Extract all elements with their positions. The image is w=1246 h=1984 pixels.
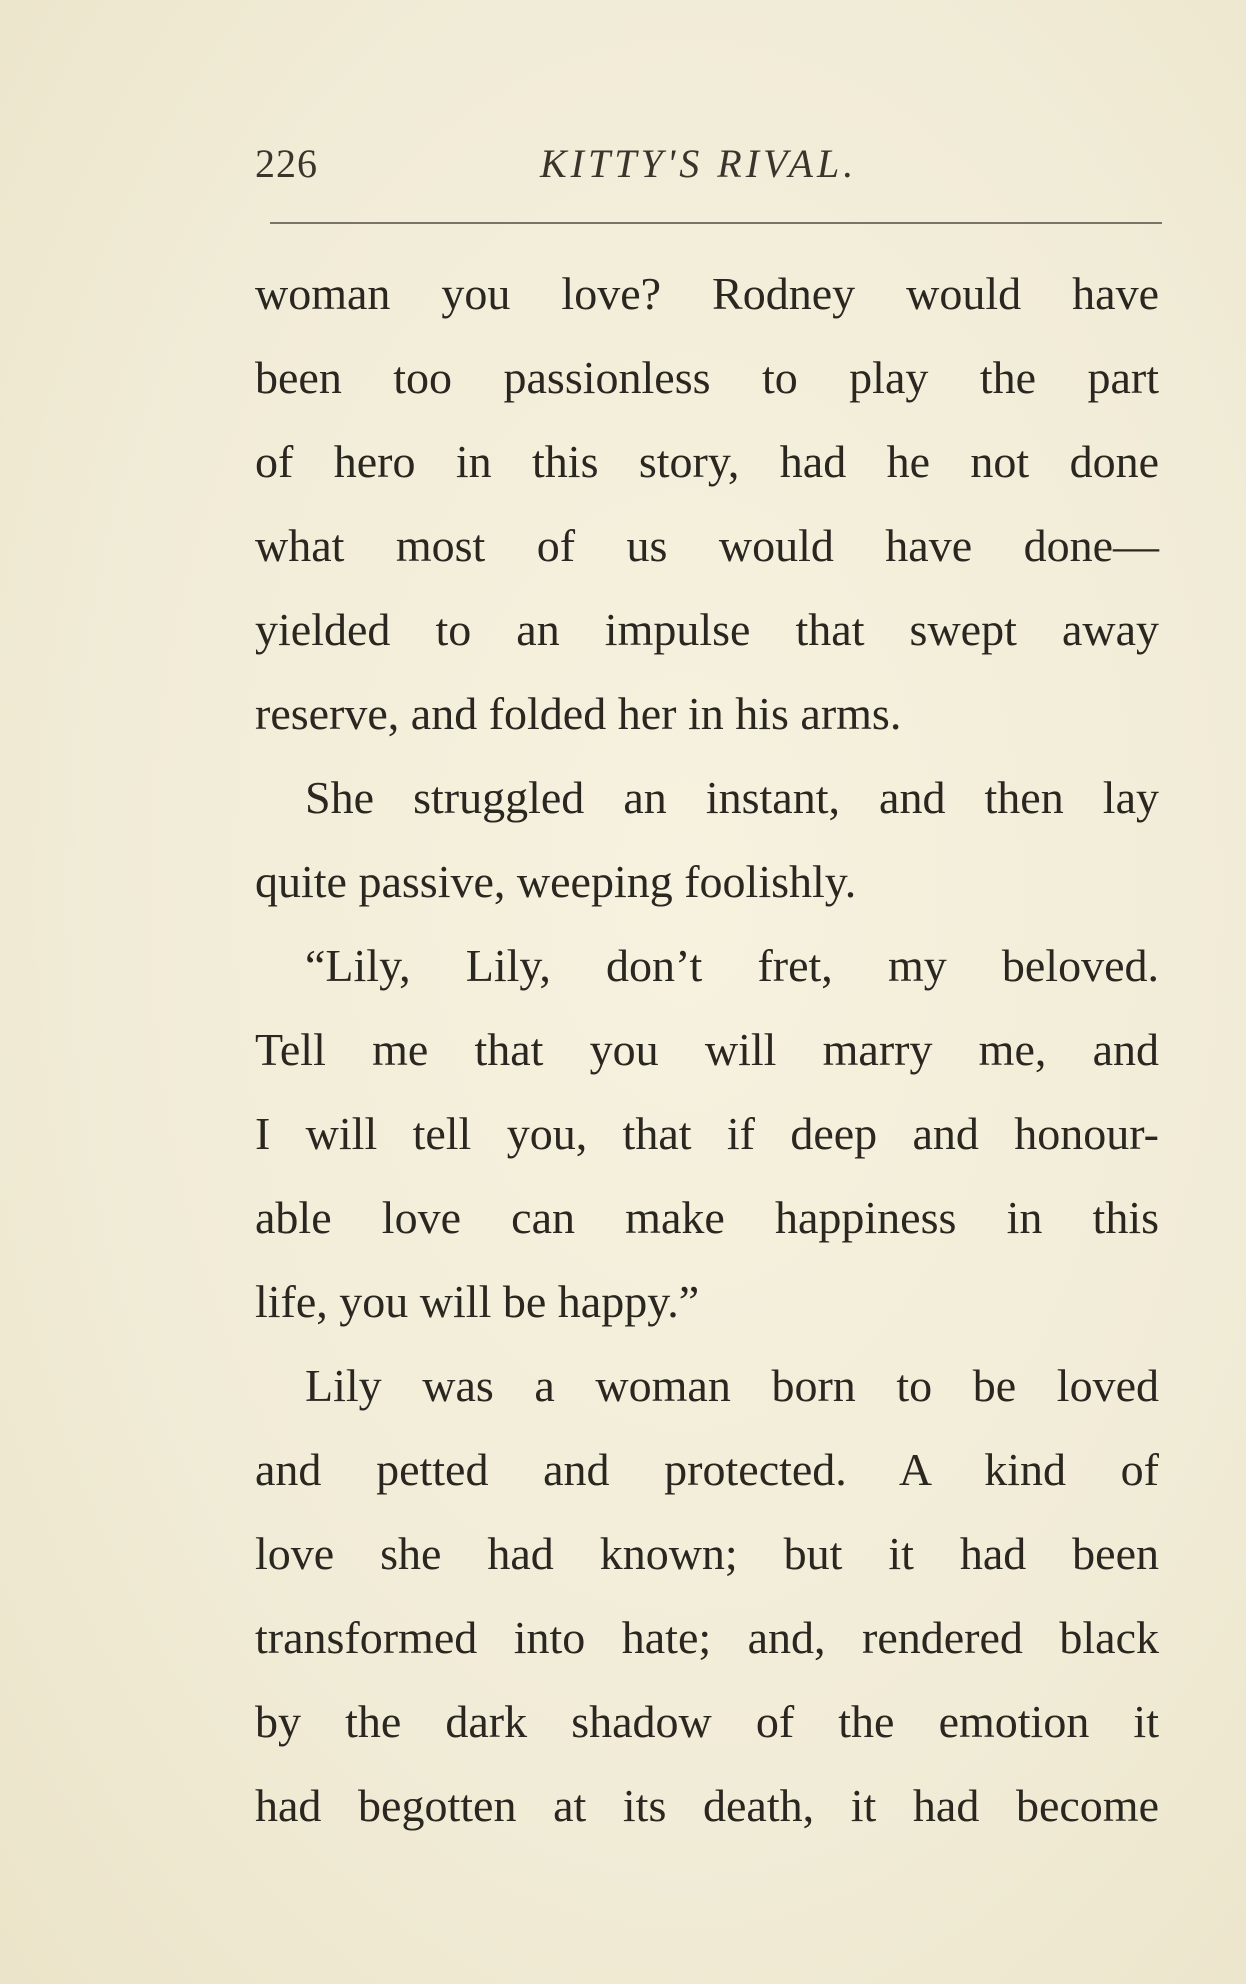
text-line: yielded to an impulse that swept away [255,604,1159,655]
text-line: She struggled an instant, and then lay [305,772,1159,823]
text-line: been too passionless to play the part [255,352,1159,403]
text-line: I will tell you, that if deep and honour- [255,1108,1159,1159]
text-line: love she had known; but it had been [255,1528,1159,1579]
header-rule [270,222,1162,224]
text-line: “Lily, Lily, don’t fret, my beloved. [305,940,1159,991]
text-line: Lily was a woman born to be loved [305,1360,1159,1411]
page-number: 226 [255,141,318,186]
text-line: able love can make happiness in this [255,1192,1159,1243]
text-line: what most of us would have done— [255,520,1159,571]
text-line: transformed into hate; and, rendered black [255,1612,1159,1663]
text-line: woman you love? Rodney would have [255,268,1159,319]
text-line: of hero in this story, had he not done [255,436,1159,487]
text-line: had begotten at its death, it had become [255,1780,1159,1831]
text-line: by the dark shadow of the emotion it [255,1696,1159,1747]
text-line: life, you will be happy.” [255,1276,700,1327]
text-line: reserve, and folded her in his arms. [255,688,902,739]
text-line: Tell me that you will marry me, and [255,1024,1159,1075]
page-header [255,140,1159,200]
text-line: and petted and protected. A kind of [255,1444,1159,1495]
running-title: KITTY'S RIVAL. [540,141,858,186]
text-line: quite passive, weeping foolishly. [255,856,857,907]
body-text [255,252,1159,1848]
